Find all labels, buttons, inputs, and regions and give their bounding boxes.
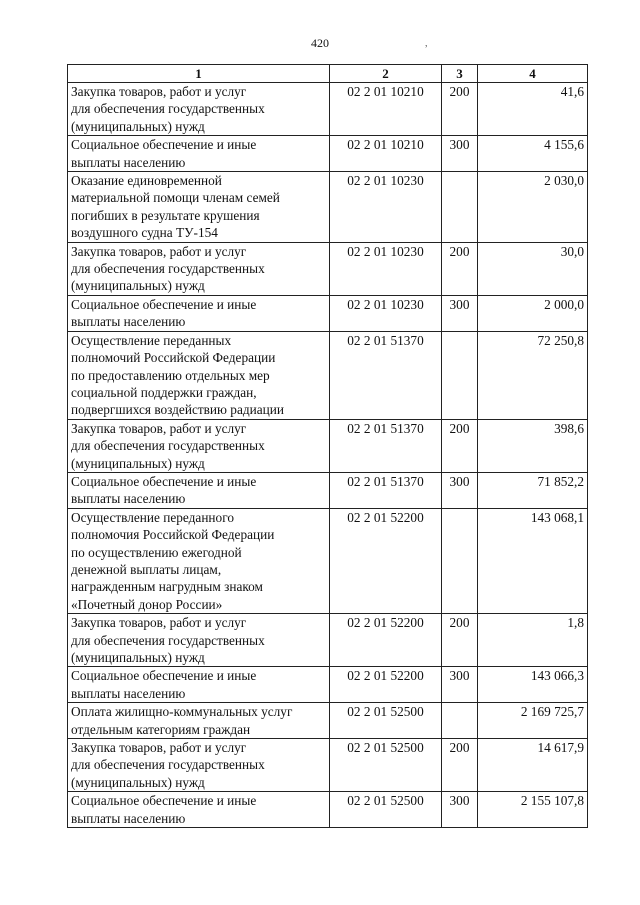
- target-article-code-cell: 02 2 01 52200: [330, 614, 442, 667]
- amount-cell: 2 169 725,7: [478, 703, 588, 739]
- amount-cell: 143 066,3: [478, 667, 588, 703]
- target-article-code-cell: 02 2 01 52500: [330, 739, 442, 792]
- expense-name-line: (муниципальных) нужд: [71, 118, 205, 134]
- expense-name-line: выплаты населению: [71, 491, 186, 507]
- target-article-code-cell: 02 2 01 52500: [330, 703, 442, 739]
- column-header-1: 1: [68, 65, 330, 83]
- expense-type-cell: 300: [442, 667, 478, 703]
- header-row: [68, 65, 588, 83]
- expense-name-line: для обеспечения государственных: [71, 438, 265, 454]
- expense-name-cell: [68, 703, 330, 739]
- target-article-code-cell: 02 2 01 51370: [330, 331, 442, 419]
- expense-type-cell: 200: [442, 614, 478, 667]
- expense-name-cell: [68, 83, 330, 136]
- expense-name-line: погибших в результате крушения: [71, 207, 260, 223]
- expense-name-line: подвергшихся воздействию радиации: [71, 402, 284, 418]
- expense-name-line: Осуществление переданных: [71, 332, 232, 348]
- expense-name-line: полномочия Российской Федерации: [71, 527, 275, 543]
- expense-type-cell: 300: [442, 295, 478, 331]
- expense-name-cell: [68, 172, 330, 243]
- expense-name-cell: [68, 331, 330, 419]
- expense-name-cell: [68, 508, 330, 613]
- table-row: [68, 792, 588, 828]
- expense-type-cell: [442, 508, 478, 613]
- expense-name-line: Закупка товаров, работ и услуг: [71, 84, 247, 99]
- expense-type-cell: 300: [442, 136, 478, 172]
- expense-name-cell: [68, 419, 330, 472]
- expense-name-cell: [68, 136, 330, 172]
- target-article-code-cell: 02 2 01 10230: [330, 172, 442, 243]
- expense-name-line: выплаты населению: [71, 810, 186, 826]
- table-row: [68, 331, 588, 419]
- expense-name-cell: [68, 295, 330, 331]
- expense-name-line: Осуществление переданного: [71, 509, 234, 525]
- expense-type-cell: [442, 703, 478, 739]
- scan-mark: ,: [425, 38, 428, 49]
- expense-name-line: (муниципальных) нужд: [71, 774, 205, 790]
- target-article-code-cell: 02 2 01 51370: [330, 419, 442, 472]
- expense-name-line: денежной выплаты лицам,: [71, 561, 222, 577]
- expense-name-line: для обеспечения государственных: [71, 101, 265, 117]
- expense-name-line: Оказание единовременной: [71, 173, 222, 189]
- column-header-2: 2: [330, 65, 442, 83]
- expense-name-line: (муниципальных) нужд: [71, 455, 205, 471]
- table-row: [68, 83, 588, 136]
- expense-name-line: выплаты населению: [71, 314, 186, 330]
- amount-cell: 41,6: [478, 83, 588, 136]
- expense-name-cell: [68, 667, 330, 703]
- expense-name-line: для обеспечения государственных: [71, 757, 265, 773]
- table-row: [68, 136, 588, 172]
- expense-name-line: Оплата жилищно-коммунальных услуг: [71, 704, 293, 720]
- expense-name-line: Закупка товаров, работ и услуг: [71, 740, 247, 756]
- table-row: [68, 508, 588, 613]
- target-article-code-cell: 02 2 01 10210: [330, 136, 442, 172]
- target-article-code-cell: 02 2 01 10210: [330, 83, 442, 136]
- amount-cell: 71 852,2: [478, 472, 588, 508]
- expense-name-line: выплаты населению: [71, 685, 186, 701]
- expense-name-cell: [68, 739, 330, 792]
- target-article-code-cell: 02 2 01 10230: [330, 242, 442, 295]
- expense-name-cell: [68, 792, 330, 828]
- amount-cell: 4 155,6: [478, 136, 588, 172]
- table-row: [68, 419, 588, 472]
- expense-name-line: для обеспечения государственных: [71, 261, 265, 277]
- expense-name-line: Закупка товаров, работ и услуг: [71, 615, 247, 631]
- target-article-code-cell: 02 2 01 51370: [330, 472, 442, 508]
- amount-cell: 143 068,1: [478, 508, 588, 613]
- expense-name-line: по осуществлению ежегодной: [71, 544, 242, 560]
- column-header-4: 4: [478, 65, 588, 83]
- expense-name-line: (муниципальных) нужд: [71, 278, 205, 294]
- expense-type-cell: 300: [442, 472, 478, 508]
- amount-cell: 72 250,8: [478, 331, 588, 419]
- expense-type-cell: 200: [442, 83, 478, 136]
- target-article-code-cell: 02 2 01 52200: [330, 667, 442, 703]
- expense-type-cell: 200: [442, 242, 478, 295]
- expense-name-cell: [68, 242, 330, 295]
- table-row: [68, 614, 588, 667]
- amount-cell: 2 155 107,8: [478, 792, 588, 828]
- expense-name-line: выплаты населению: [71, 154, 186, 170]
- expense-name-line: награжденным нагрудным знаком: [71, 579, 263, 595]
- expense-name-line: «Почетный донор России»: [71, 596, 223, 612]
- table-row: [68, 295, 588, 331]
- amount-cell: 2 000,0: [478, 295, 588, 331]
- expense-name-line: по предоставлению отдельных мер: [71, 367, 270, 383]
- expense-name-line: воздушного судна ТУ-154: [71, 225, 218, 241]
- expense-type-cell: 200: [442, 739, 478, 792]
- expense-type-cell: [442, 331, 478, 419]
- expense-name-line: Социальное обеспечение и иные: [71, 137, 257, 153]
- target-article-code-cell: 02 2 01 10230: [330, 295, 442, 331]
- expense-name-line: Закупка товаров, работ и услуг: [71, 420, 247, 436]
- expense-type-cell: 300: [442, 792, 478, 828]
- table-row: [68, 667, 588, 703]
- expense-type-cell: [442, 172, 478, 243]
- expense-type-cell: 200: [442, 419, 478, 472]
- table-row: [68, 472, 588, 508]
- target-article-code-cell: 02 2 01 52500: [330, 792, 442, 828]
- expense-name-line: материальной помощи членам семей: [71, 190, 280, 206]
- table-row: [68, 172, 588, 243]
- table-body: [68, 83, 588, 828]
- expense-name-cell: [68, 614, 330, 667]
- expense-name-line: отдельным категориям граждан: [71, 721, 251, 737]
- expense-name-line: Социальное обеспечение и иные: [71, 793, 257, 809]
- expense-name-line: полномочий Российской Федерации: [71, 350, 276, 366]
- amount-cell: 1,8: [478, 614, 588, 667]
- table-row: [68, 703, 588, 739]
- column-header-3: 3: [442, 65, 478, 83]
- amount-cell: 2 030,0: [478, 172, 588, 243]
- expense-name-line: для обеспечения государственных: [71, 632, 265, 648]
- expense-name-line: (муниципальных) нужд: [71, 650, 205, 665]
- amount-cell: 30,0: [478, 242, 588, 295]
- expense-name-line: Закупка товаров, работ и услуг: [71, 243, 247, 259]
- expense-name-line: Социальное обеспечение и иные: [71, 473, 257, 489]
- expense-name-cell: [68, 472, 330, 508]
- expense-name-line: социальной поддержки граждан,: [71, 384, 257, 400]
- table-row: [68, 739, 588, 792]
- table-row: [68, 242, 588, 295]
- amount-cell: 14 617,9: [478, 739, 588, 792]
- expense-name-line: Социальное обеспечение и иные: [71, 296, 257, 312]
- amount-cell: 398,6: [478, 419, 588, 472]
- page-number: 420: [311, 36, 329, 50]
- budget-table: [67, 64, 588, 828]
- target-article-code-cell: 02 2 01 52200: [330, 508, 442, 613]
- expense-name-line: Социальное обеспечение и иные: [71, 668, 257, 684]
